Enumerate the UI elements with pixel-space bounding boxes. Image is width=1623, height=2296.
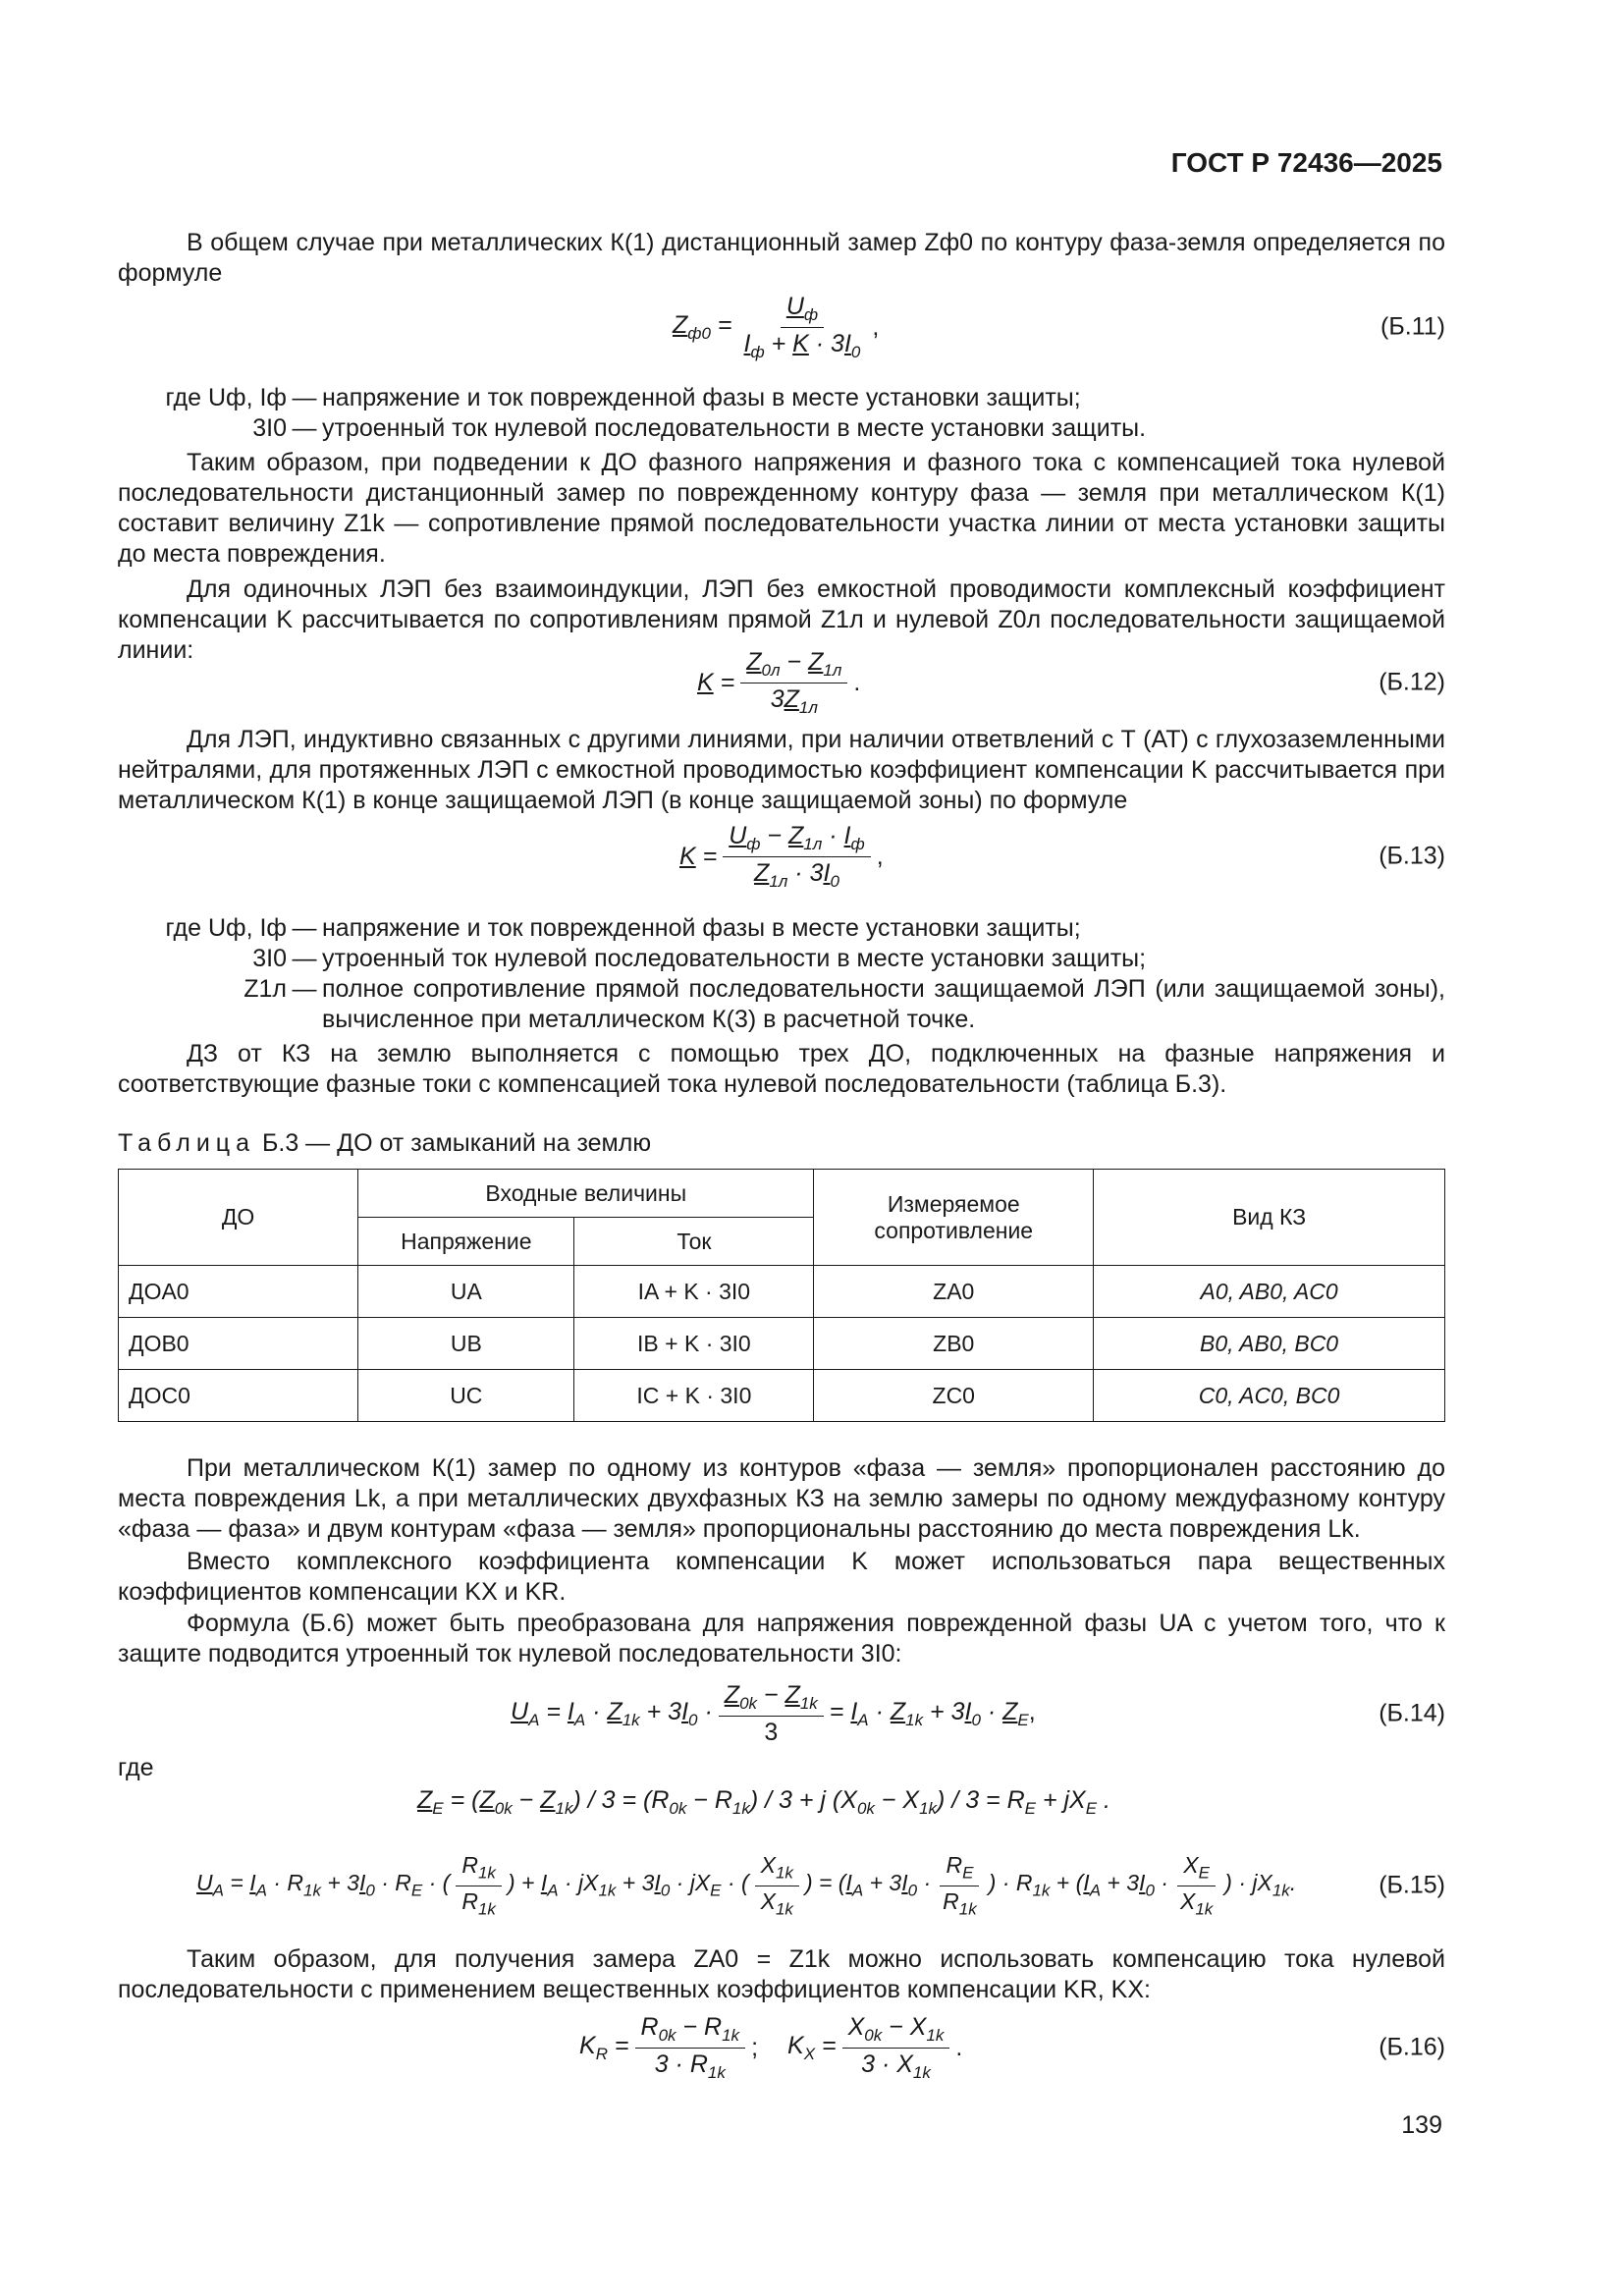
where-row: Z1л — полное сопротивление прямой последовательности защищаемой ЛЭП (или защищаемой зоны), вычисленное при металлическом К(3) в расчетной точке.: [118, 974, 1445, 1035]
table-caption: Таблица Б.3 — ДО от замыканий на землю: [118, 1129, 652, 1157]
where-text: полное сопротивление прямой последовательности защищаемой ЛЭП (или защищаемой зоны), вычисленное при металлическом К(3) в расчетной точке.: [322, 975, 1445, 1033]
cell-voltage: UC: [358, 1370, 574, 1422]
equation-b15: [118, 1841, 1445, 1930]
col-header-inputs: Входные величины: [358, 1170, 814, 1218]
cell-voltage: UA: [358, 1266, 574, 1318]
cell-kind: B0, AB0, BC0: [1094, 1318, 1445, 1370]
col-header-kind: Вид КЗ: [1094, 1170, 1445, 1266]
equation-number: (Б.12): [1379, 668, 1445, 696]
where-symbol: где Uф, Iф: [165, 914, 287, 942]
equation-ze: [118, 1768, 1445, 1836]
formula-b13: K = $\frac{U_ф - Z_{1л} \cdot I_ф}{Z_{1л} \cdot 3I_0}$ ,: [679, 821, 884, 891]
where-symbol: где Uф, Iф: [165, 384, 287, 411]
col-header-current: Ток: [574, 1218, 814, 1266]
page-number: 139: [1401, 2111, 1442, 2139]
where-text: напряжение и ток поврежденной фазы в месте установки защиты;: [322, 384, 1081, 411]
where-symbol: Z1л: [243, 975, 287, 1003]
equation-number: (Б.14): [1379, 1699, 1445, 1727]
cell-do: ДОB0: [119, 1318, 358, 1370]
cell-kind: A0, AB0, AC0: [1094, 1266, 1445, 1318]
col-header-do: ДО: [119, 1170, 358, 1266]
table-row: [119, 1266, 1445, 1318]
formula-ze: $Z_E = (Z_{0k} - Z_{1k}) / 3 = (R_{0k} - R_{1k}) / 3 + j$ $(X_{0k} - X_{1k}) / 3 = R_E + jX_E$ .: [417, 1785, 1110, 1818]
paragraph-2: Таким образом, при подведении к ДО фазного напряжения и фазного тока с компенсацией тока нулевой последовательности дистанционный замер по поврежденному контуру фаза — земля при металлическом К(1) составит величину Z1k — сопротивление прямой последовательности участка линии от места установки защиты до места повреждения.: [118, 449, 1445, 568]
where-lead-3: где: [118, 1754, 154, 1781]
equation-b13: [118, 812, 1445, 901]
standard-header: ГОСТ Р 72436—2025: [1170, 147, 1442, 178]
equation-b11: [118, 283, 1445, 371]
equation-number: (Б.11): [1380, 312, 1445, 341]
cell-kind: C0, AC0, BC0: [1094, 1370, 1445, 1422]
cell-impedance: ZA0: [814, 1266, 1094, 1318]
cell-impedance: ZB0: [814, 1318, 1094, 1370]
where-text: напряжение и ток поврежденной фазы в месте установки защиты;: [322, 914, 1081, 942]
equation-b16: [118, 2003, 1445, 2092]
where-list-1: [118, 383, 1445, 444]
formula-b16: $K_R$ = $\frac{R_{0k} - R_{1k}}{3 \cdot R_{1k}}$ ; $K_X$ = $\frac{X_{0k} - X_{1k}}{3 \cdot X_{1k}}$ .: [579, 2012, 963, 2082]
cell-current: IB + K · 3I0: [574, 1318, 814, 1370]
table-row: [119, 1370, 1445, 1422]
paragraph-4: Для ЛЭП, индуктивно связанных с другими линиями, при наличии ответвлений с Т (АТ) с глухозаземленными нейтралями, для протяженных ЛЭП с емкостной проводимостью коэффициент компенсации K рассчитывается при металлическом К(1) в конце защищаемой ЛЭП (в конце защищаемой зоны) по формуле: [118, 726, 1445, 814]
col-header-impedance: Измеряемое сопротивление: [814, 1170, 1094, 1266]
paragraph-9: Таким образом, для получения замера ZA0 = Z1k можно использовать компенсацию тока нулевой последовательности с применением вещественных коэффициентов компенсации KR, KX:: [118, 1945, 1445, 2003]
formula-b15: $U_A = I_A \cdot R_{1k} + 3I_0 \cdot R_E$ · ( $\frac{R_{1k}}{R_{1k}}$ ) + $I_A \cdot jX_{1k} + 3I_0 \cdot jX_E$ · ( $\frac{X_{1k}}{X_{1k}}$ ) = ($I_A + 3I_0$ · $\frac{R_E}{R_{1k}}$ ) · $R_{1k} + (I_A + 3I_0$ · $\frac{X_E}{X_{1k}}$ ) · $jX_{1k}$.: [196, 1851, 1297, 1919]
paragraph-5: ДЗ от КЗ на землю выполняется с помощью трех ДО, подключенных на фазные напряжения и соответствующие фазные токи с компенсацией тока нулевой последовательности (таблица Б.3).: [118, 1040, 1445, 1098]
where-text: утроенный ток нулевой последовательности в месте установки защиты.: [322, 414, 1147, 442]
cell-impedance: ZC0: [814, 1370, 1094, 1422]
equation-b14: [118, 1669, 1445, 1758]
table-b3: [118, 1169, 1445, 1422]
equation-number: (Б.16): [1379, 2033, 1445, 2061]
col-header-voltage: Напряжение: [358, 1218, 574, 1266]
where-symbol: 3I0: [252, 945, 287, 972]
where-symbol: 3I0: [252, 414, 287, 442]
where-row: где Uф, Iф — напряжение и ток поврежденной фазы в месте установки защиты;: [118, 383, 1445, 413]
where-row: 3I0 — утроенный ток нулевой последовательности в месте установки защиты.: [118, 413, 1445, 444]
paragraph-8: Формула (Б.6) может быть преобразована для напряжения поврежденной фазы UA с учетом того, что к защите подводится утроенный ток нулевой последовательности 3I0:: [118, 1610, 1445, 1667]
cell-do: ДОC0: [119, 1370, 358, 1422]
cell-voltage: UB: [358, 1318, 574, 1370]
paragraph-7: Вместо комплексного коэффициента компенсации K может использоваться пара вещественных коэффициентов компенсации KX и KR.: [118, 1548, 1445, 1606]
table-row: [119, 1318, 1445, 1370]
equation-number: (Б.13): [1379, 842, 1445, 870]
where-text: утроенный ток нулевой последовательности в месте установки защиты;: [322, 945, 1147, 972]
where-row: где Uф, Iф — напряжение и ток поврежденной фазы в месте установки защиты;: [118, 913, 1445, 944]
equation-number: (Б.15): [1379, 1871, 1445, 1899]
paragraph-3: Для одиночных ЛЭП без взаимоиндукции, ЛЭП без емкостной проводимости комплексный коэффициент компенсации K рассчитывается по сопротивлениям прямой Z1л и нулевой Z0л последовательности защищаемой линии:: [118, 575, 1445, 664]
equation-b12: [118, 638, 1445, 727]
where-row: 3I0 — утроенный ток нулевой последовательности в месте установки защиты;: [118, 944, 1445, 974]
cell-current: IC + K · 3I0: [574, 1370, 814, 1422]
where-list-2: [118, 913, 1445, 1035]
paragraph-1: В общем случае при металлических К(1) дистанционный замер Zф0 по контуру фаза-земля определяется по формуле: [118, 229, 1445, 287]
paragraph-6: При металлическом К(1) замер по одному из контуров «фаза — земля» пропорционален расстоянию до места повреждения Lk, а при металлических двухфазных КЗ на землю замеры по одному междуфазному контуру «фаза — фаза» и двум контурам «фаза — земля» пропорциональны расстоянию до места повреждения Lk.: [118, 1454, 1445, 1543]
formula-b11: $Z_{ф0}$ = $\frac{U_ф}{I_ф + K \cdot 3I_0}$ ,: [673, 292, 880, 361]
formula-b12: K = $\frac{Z_{0л} - Z_{1л}}{3Z_{1л}}$ .: [697, 647, 861, 717]
formula-b14: $U_A = I_A \cdot Z_{1k} + 3I_0$ · $\frac{Z_{0k} - Z_{1k}}{3}$ = $I_A \cdot Z_{1k} + 3I_0 \cdot Z_E$,: [511, 1680, 1036, 1746]
cell-do: ДОA0: [119, 1266, 358, 1318]
cell-current: IA + K · 3I0: [574, 1266, 814, 1318]
